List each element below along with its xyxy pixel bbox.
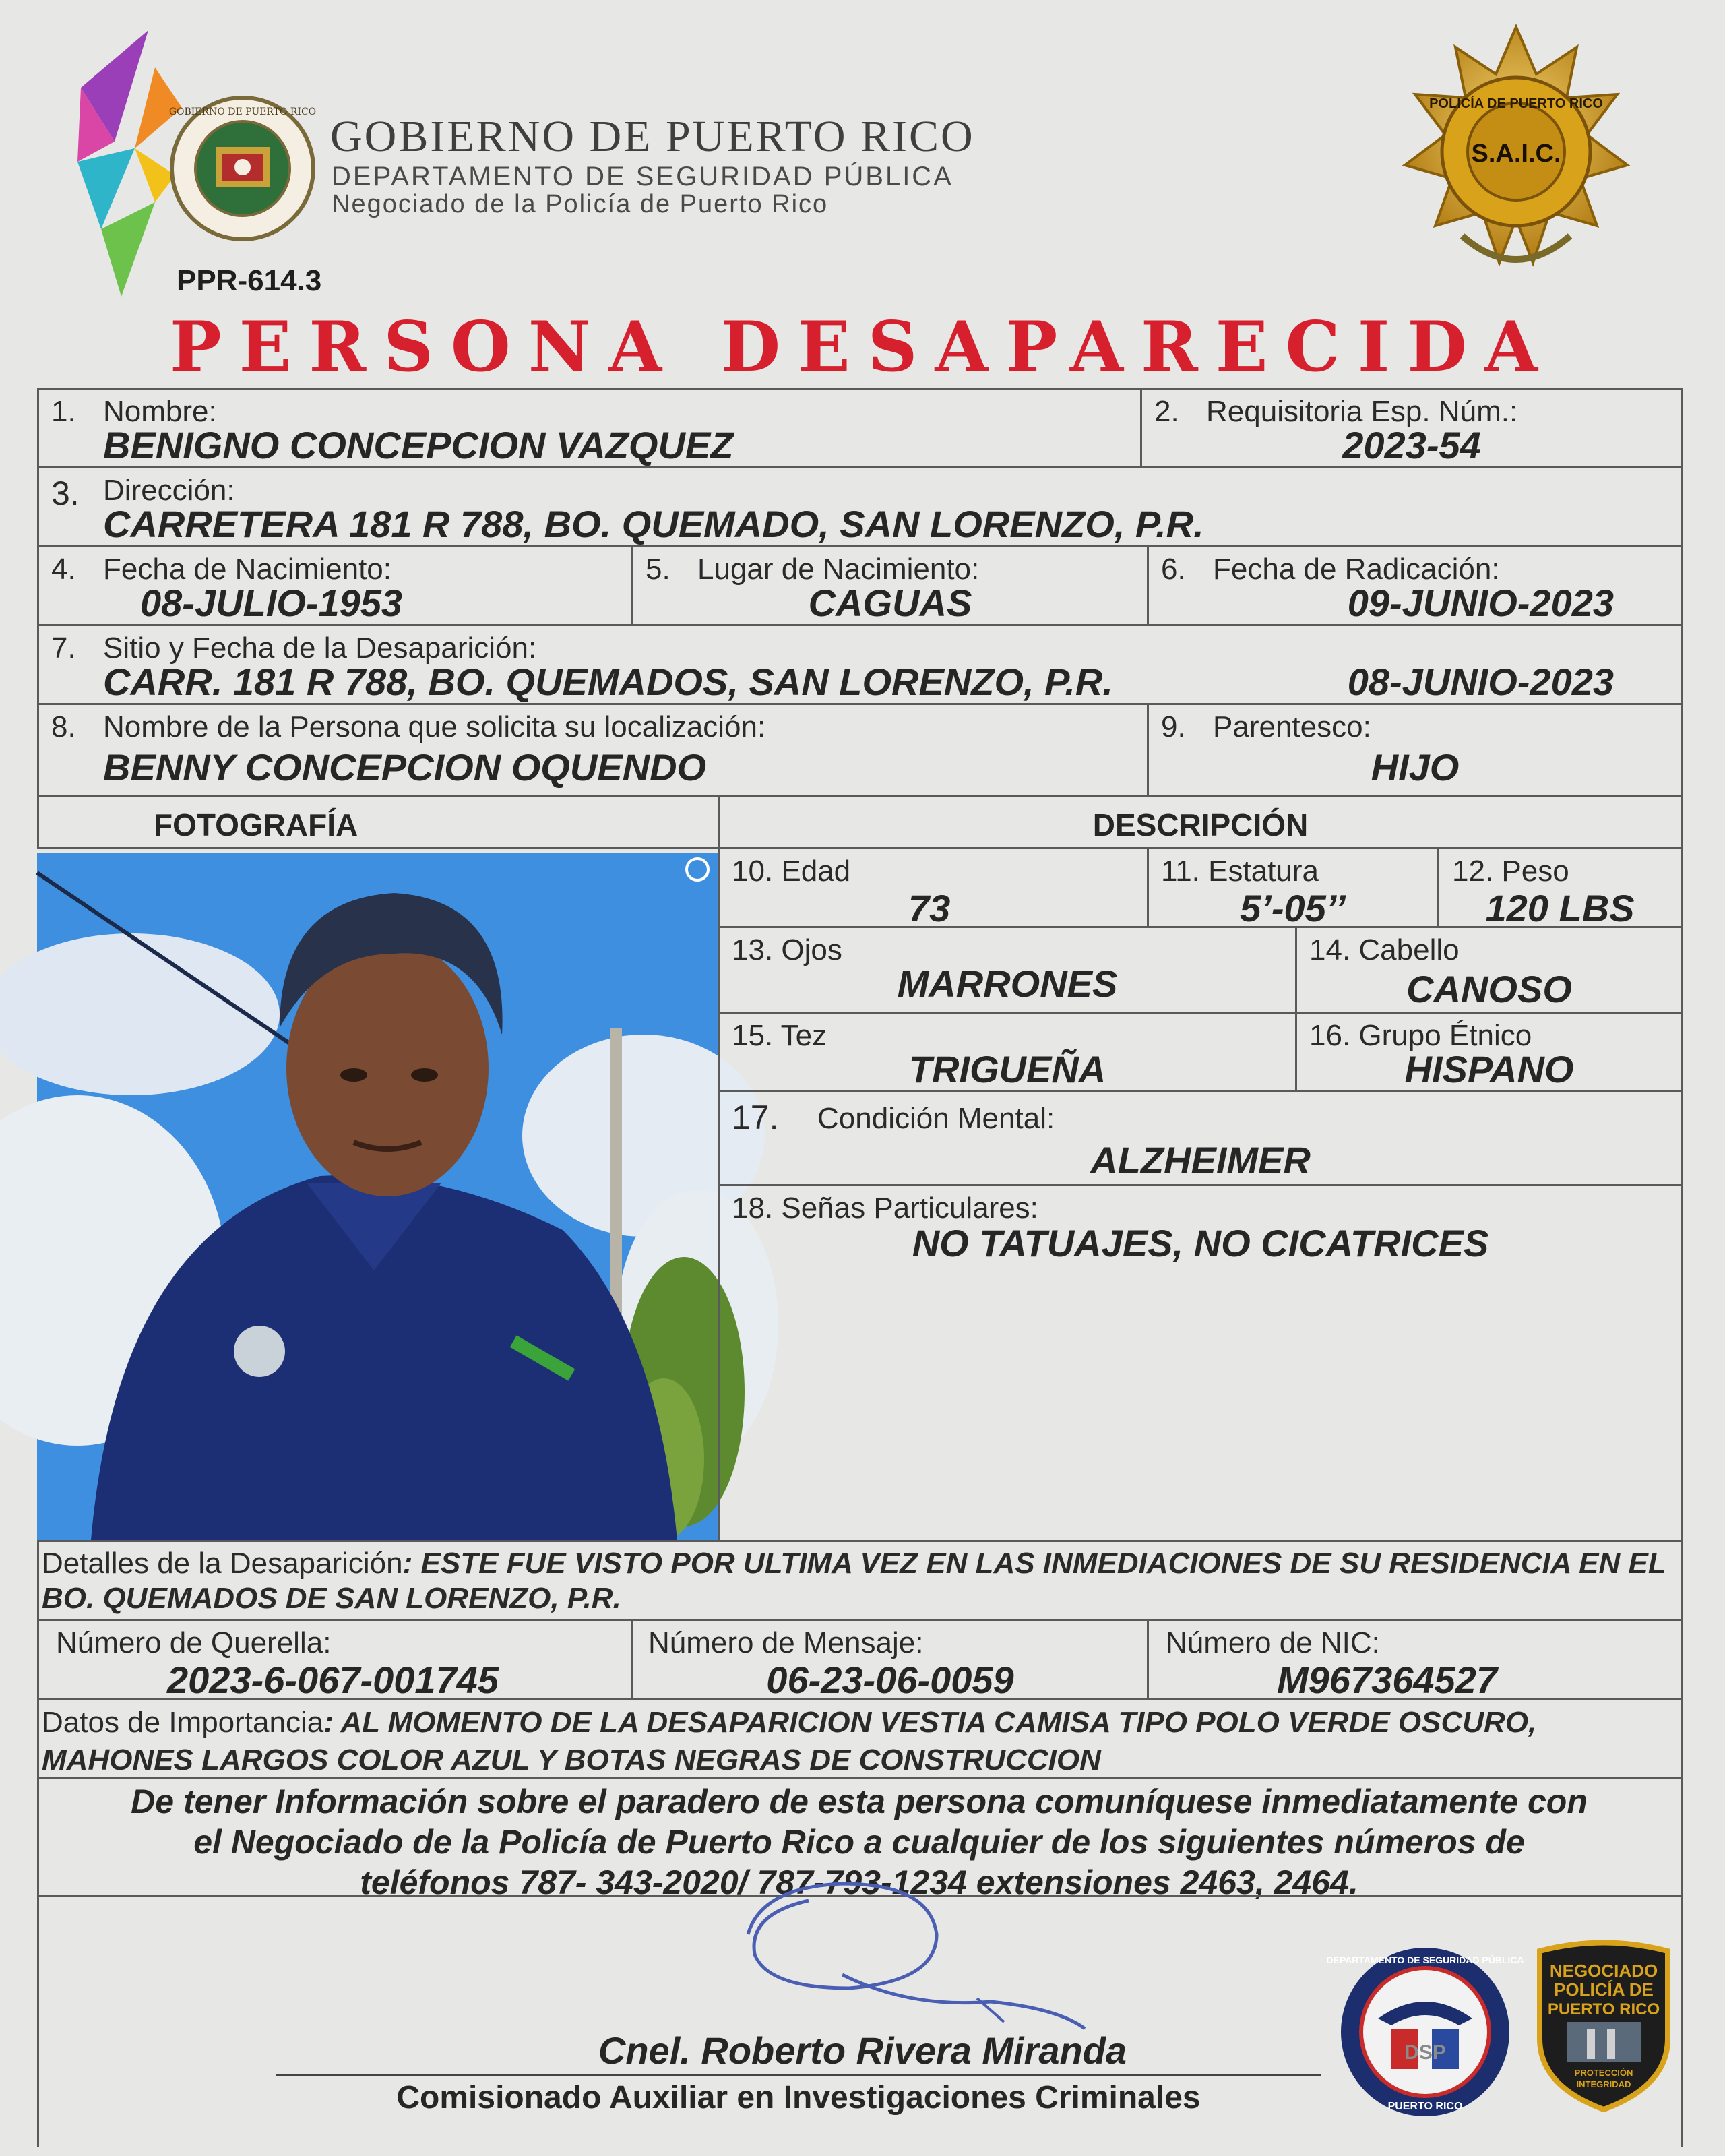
person-photo-image xyxy=(37,853,718,1540)
svg-text:NEGOCIADO: NEGOCIADO xyxy=(1549,1961,1658,1981)
form-code: PPR-614.3 xyxy=(177,264,322,297)
field-number: 6. xyxy=(1161,553,1186,586)
svg-text:S.A.I.C.: S.A.I.C. xyxy=(1471,140,1561,168)
filing-date-value: 09-JUNIO-2023 xyxy=(1347,582,1614,624)
field-number: 5. xyxy=(646,553,670,586)
disappearance-place-label: Sitio y Fecha de la Desaparición: xyxy=(103,632,537,665)
message-number-label: Número de Mensaje: xyxy=(648,1626,924,1659)
field-number: 17. xyxy=(732,1099,779,1136)
filing-date-label: Fecha de Radicación: xyxy=(1213,553,1500,586)
ethnic-group-value: HISPANO xyxy=(1404,1048,1574,1090)
complexion-value: TRIGUEÑA xyxy=(908,1048,1106,1090)
bureau-title: Negociado de la Policía de Puerto Rico xyxy=(332,190,829,218)
contact-line-1: De tener Información sobre el paradero de esta persona comuníquese inmediatamente con xyxy=(131,1783,1588,1820)
address-value: CARRETERA 181 R 788, BO. QUEMADO, SAN LORENZO, P.R. xyxy=(103,503,1204,545)
relationship-label: Parentesco: xyxy=(1213,710,1371,743)
signature-line xyxy=(276,2074,1321,2076)
saic-police-badge-icon xyxy=(1395,20,1637,290)
field-number: 2. xyxy=(1154,395,1179,428)
field-number: 9. xyxy=(1161,710,1186,743)
complaint-number-label: Número de Querella: xyxy=(56,1626,332,1659)
requisition-value: 2023-54 xyxy=(1342,424,1481,466)
height-label: 11. Estatura xyxy=(1161,855,1319,888)
complexion-cell xyxy=(718,1012,1297,1092)
filing-date-cell xyxy=(1147,545,1683,626)
distinguishing-marks-value: NO TATUAJES, NO CICATRICES xyxy=(912,1222,1489,1264)
nic-number-value: M967364527 xyxy=(1277,1659,1497,1701)
age-cell xyxy=(718,847,1149,928)
name-value: BENIGNO CONCEPCION VAZQUEZ xyxy=(103,424,734,466)
dsp-seal-icon xyxy=(1326,1944,1524,2120)
mental-condition-label: Condición Mental: xyxy=(817,1102,1055,1135)
requisition-cell xyxy=(1140,388,1683,468)
photo-header: FOTOGRAFÍA xyxy=(154,807,358,842)
hair-label: 14. Cabello xyxy=(1309,933,1460,966)
requisition-label: Requisitoria Esp. Núm.: xyxy=(1206,395,1518,428)
ethnic-group-cell xyxy=(1295,1012,1683,1092)
main-title: PERSONA DESAPARECIDA xyxy=(169,307,1556,388)
contact-line-3: teléfonos 787- 343-2020/ 787-793-1234 extensiones 2463, 2464. xyxy=(360,1864,1358,1901)
name-cell xyxy=(37,388,1142,468)
department-title: DEPARTAMENTO DE SEGURIDAD PÚBLICA xyxy=(332,162,953,191)
disappearance-date-value: 08-JUNIO-2023 xyxy=(1347,660,1614,703)
requester-cell xyxy=(37,703,1149,797)
birth-place-cell xyxy=(631,545,1149,626)
eyes-cell xyxy=(718,926,1297,1014)
complaint-number-cell xyxy=(37,1619,633,1700)
svg-text:PUERTO RICO: PUERTO RICO xyxy=(1387,2101,1463,2112)
details-label: Detalles de la Desaparición xyxy=(42,1547,403,1580)
field-number: 8. xyxy=(51,710,76,743)
description-header-cell xyxy=(718,795,1683,849)
name-label: Nombre: xyxy=(103,395,217,428)
details-cell xyxy=(37,1540,1683,1621)
requester-label: Nombre de la Persona que solicita su localización: xyxy=(103,710,766,743)
hair-cell xyxy=(1295,926,1683,1014)
field-number: 3. xyxy=(51,474,80,512)
birth-place-label: Lugar de Nacimiento: xyxy=(697,553,980,586)
relationship-cell xyxy=(1147,703,1683,797)
ethnic-group-label: 16. Grupo Étnico xyxy=(1309,1019,1532,1052)
svg-text:POLICÍA DE PUERTO RICO: POLICÍA DE PUERTO RICO xyxy=(1429,96,1603,111)
message-number-value: 06-23-06-0059 xyxy=(766,1659,1014,1701)
birth-date-value: 08-JULIO-1953 xyxy=(140,582,403,624)
complaint-number-value: 2023-6-067-001745 xyxy=(167,1659,499,1701)
description-header: DESCRIPCIÓN xyxy=(1092,807,1309,842)
government-title: GOBIERNO DE PUERTO RICO xyxy=(330,112,975,161)
details-text: Detalles de la Desaparición: ESTE FUE VISTO POR ULTIMA VEZ EN LAS INMEDIACIONES DE SU RESIDENCIA EN EL BO. QUEMADOS DE SAN LORENZO, P.R. xyxy=(42,1547,1666,1615)
signer-title: Comisionado Auxiliar en Investigaciones Criminales xyxy=(396,2080,1201,2116)
svg-text:POLICÍA DE: POLICÍA DE xyxy=(1554,1979,1654,2000)
age-label: 10. Edad xyxy=(732,855,851,888)
contact-line-2: el Negociado de la Policía de Puerto Rico a cualquier de los siguientes números de xyxy=(193,1823,1525,1861)
address-cell xyxy=(37,466,1683,547)
weight-cell xyxy=(1437,847,1683,928)
message-number-cell xyxy=(631,1619,1149,1700)
disappearance-place-value: CARR. 181 R 788, BO. QUEMADOS, SAN LORENZO, P.R. xyxy=(103,660,1113,703)
disappearance-place-cell xyxy=(37,624,1683,705)
field-number: 7. xyxy=(51,632,76,665)
eyes-value: MARRONES xyxy=(897,962,1118,1005)
mental-condition-cell xyxy=(718,1090,1683,1186)
distinguishing-marks-label: 18. Señas Particulares: xyxy=(732,1192,1038,1225)
svg-text:INTEGRIDAD: INTEGRIDAD xyxy=(1576,2079,1631,2089)
signer-name: Cnel. Roberto Rivera Miranda xyxy=(598,2029,1127,2072)
requester-value: BENNY CONCEPCION OQUENDO xyxy=(103,746,707,789)
handwritten-signature-icon xyxy=(708,1874,1112,2035)
weight-label: 12. Peso xyxy=(1452,855,1569,888)
importance-cell xyxy=(37,1698,1683,1779)
nic-number-cell xyxy=(1147,1619,1683,1700)
svg-text:DEPARTAMENTO DE SEGURIDAD PÚBL: DEPARTAMENTO DE SEGURIDAD PÚBLICA xyxy=(1326,1954,1524,1965)
mental-condition-value: ALZHEIMER xyxy=(1090,1139,1311,1181)
weight-value: 120 LBS xyxy=(1485,887,1635,929)
importance-value: AL MOMENTO DE LA DESAPARICION VESTIA CAMISA TIPO POLO VERDE OSCURO, MAHONES LARGOS COLOR AZUL Y BOTAS NEGRAS DE CONSTRUCCION xyxy=(42,1706,1537,1777)
birth-place-value: CAGUAS xyxy=(808,582,972,624)
height-cell xyxy=(1147,847,1439,928)
birth-date-label: Fecha de Nacimiento: xyxy=(103,553,391,586)
missing-person-photo xyxy=(37,853,718,1540)
photo-header-cell xyxy=(37,795,720,849)
field-number: 4. xyxy=(51,553,76,586)
distinguishing-marks-cell xyxy=(718,1184,1683,1542)
svg-text:GOBIERNO DE PUERTO RICO: GOBIERNO DE PUERTO RICO xyxy=(168,106,317,117)
height-value: 5’-05’’ xyxy=(1240,887,1346,929)
hair-value: CANOSO xyxy=(1406,968,1572,1010)
svg-text:PROTECCIÓN: PROTECCIÓN xyxy=(1574,2068,1633,2078)
field-number: 1. xyxy=(51,395,76,428)
police-bureau-badge-icon xyxy=(1533,1938,1674,2113)
importance-label: Datos de Importancia xyxy=(42,1706,324,1739)
svg-text:PUERTO RICO: PUERTO RICO xyxy=(1547,2000,1660,2019)
complexion-label: 15. Tez xyxy=(732,1019,827,1052)
importance-text: Datos de Importancia: AL MOMENTO DE LA DESAPARICION VESTIA CAMISA TIPO POLO VERDE OSCURO, MAHONES LARGOS COLOR AZUL Y BOTAS NEGRAS DE CONSTRUCCION xyxy=(42,1706,1537,1777)
svg-text:DSP: DSP xyxy=(1404,2041,1446,2064)
eyes-label: 13. Ojos xyxy=(732,933,842,966)
details-value: ESTE FUE VISTO POR ULTIMA VEZ EN LAS INMEDIACIONES DE SU RESIDENCIA EN EL BO. QUEMADOS DE SAN LORENZO, P.R. xyxy=(42,1547,1666,1615)
relationship-value: HIJO xyxy=(1371,746,1460,789)
birth-date-cell xyxy=(37,545,633,626)
puerto-rico-seal-icon xyxy=(168,94,317,243)
age-value: 73 xyxy=(908,887,951,929)
address-label: Dirección: xyxy=(103,474,235,507)
nic-number-label: Número de NIC: xyxy=(1166,1626,1380,1659)
